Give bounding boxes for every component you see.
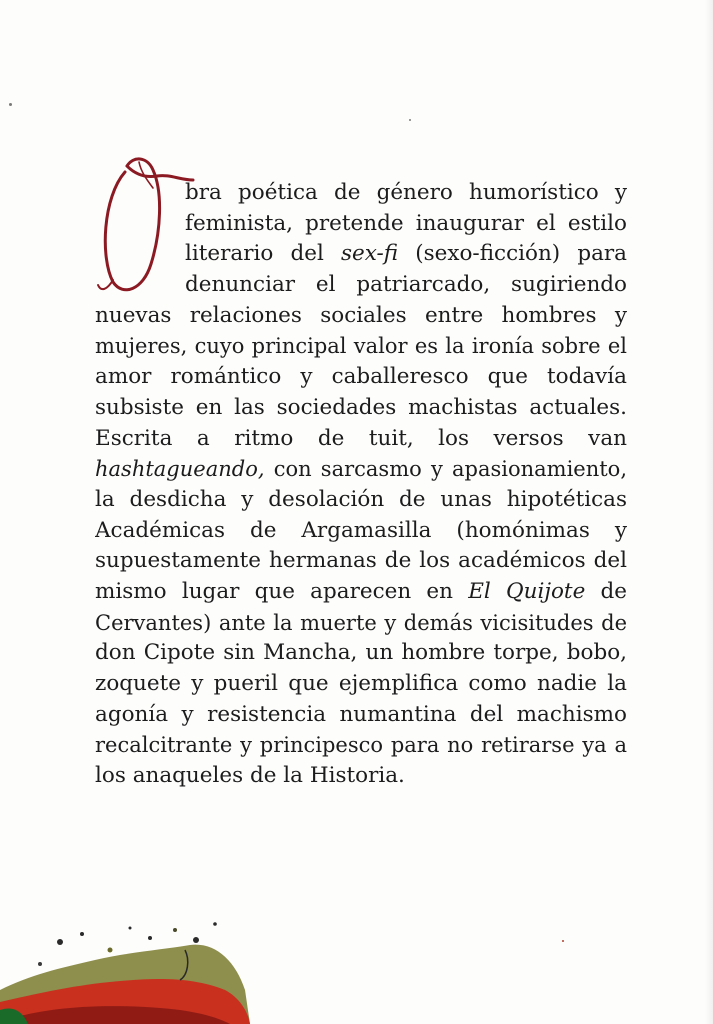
text-line bbox=[95, 638, 627, 669]
text-segment: los anaqueles de la Historia. bbox=[95, 763, 405, 789]
text-segment: con sarcasmo y apasionamiento, bbox=[264, 457, 627, 482]
text-line bbox=[95, 393, 627, 424]
italic-text: sex-fi bbox=[340, 241, 399, 267]
text-line bbox=[95, 239, 627, 270]
text-line bbox=[95, 178, 627, 209]
paper-speck bbox=[9, 103, 12, 106]
text-line bbox=[95, 730, 627, 761]
text-segment: subsiste en las sociedades machistas actuales. bbox=[95, 394, 627, 420]
text-segment: denunciar el patriarcado, sugiriendo bbox=[185, 272, 627, 298]
text-segment: bra poética de género humorístico y bbox=[185, 180, 627, 205]
text-segment: (sexo-ficción) para bbox=[398, 241, 627, 267]
text-line bbox=[95, 209, 627, 240]
text-segment: agonía y resistencia numantina del machismo bbox=[95, 701, 627, 727]
text-segment: Escrita a ritmo de tuit, los versos van bbox=[95, 425, 627, 451]
text-line bbox=[95, 301, 627, 332]
text-segment: feminista, pretende inaugurar el estilo bbox=[185, 210, 627, 236]
text-line bbox=[95, 516, 627, 547]
text-line bbox=[95, 424, 627, 455]
paper-speck bbox=[409, 119, 411, 121]
text-line bbox=[95, 270, 627, 301]
text-line bbox=[95, 331, 627, 362]
text-segment: amor romántico y caballeresco que todavía bbox=[95, 364, 627, 390]
text-line bbox=[95, 577, 627, 608]
paper-speck bbox=[562, 940, 564, 942]
text-line bbox=[95, 485, 627, 516]
text-line bbox=[95, 700, 627, 731]
text-segment: de bbox=[585, 578, 627, 604]
text-segment: mujeres, cuyo principal valor es la ironía sobre el bbox=[95, 334, 627, 359]
ink-splatter-decoration bbox=[0, 920, 260, 1024]
text-segment: recalcitrante y principesco para no retirarse ya a bbox=[95, 733, 627, 758]
description-paragraph bbox=[95, 178, 627, 792]
text-segment: don Cipote sin Mancha, un hombre torpe, bobo, bbox=[95, 640, 627, 666]
text-segment: supuestamente hermanas de los académicos del bbox=[95, 548, 627, 574]
text-line bbox=[95, 669, 627, 700]
italic-text: hashtagueando, bbox=[95, 457, 265, 482]
text-segment: literario del bbox=[185, 241, 341, 267]
text-segment: la desdicha y desolación de unas hipotéticas bbox=[95, 486, 627, 512]
text-line bbox=[95, 546, 627, 577]
text-line bbox=[95, 362, 627, 393]
text-segment: mismo lugar que aparecen en bbox=[95, 578, 469, 604]
page-edge-shadow bbox=[705, 0, 713, 1024]
text-line bbox=[95, 608, 627, 639]
text-segment: Académicas de Argamasilla (homónimas y bbox=[95, 517, 627, 543]
text-line bbox=[95, 454, 627, 485]
italic-text: El Quijote bbox=[468, 578, 586, 604]
text-segment: Cervantes) ante la muerte y demás vicisitudes de bbox=[95, 610, 627, 635]
text-segment: nuevas relaciones sociales entre hombres y bbox=[95, 302, 627, 328]
text-line bbox=[95, 761, 627, 792]
text-segment: zoquete y pueril que ejemplifica como nadie la bbox=[95, 671, 627, 696]
